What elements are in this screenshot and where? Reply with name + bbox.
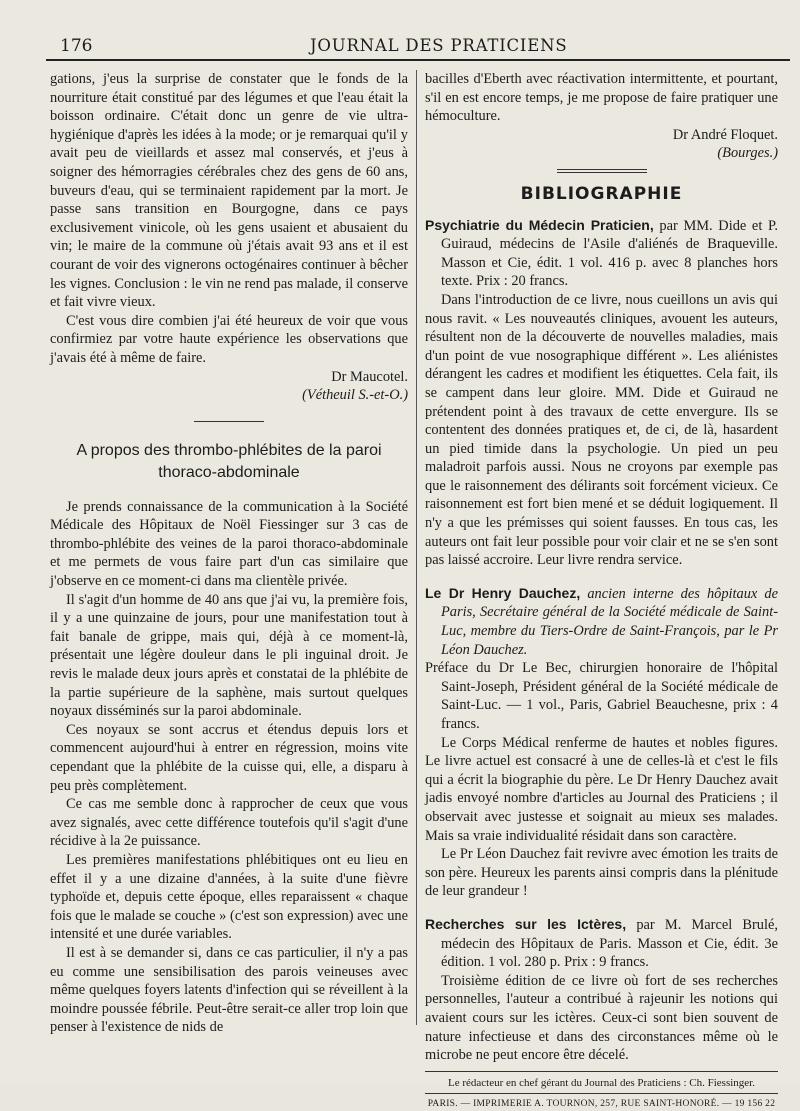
signature-place: (Bourges.) xyxy=(717,145,778,162)
letter-paragraph: C'est vous dire combien j'ai été heureux de voir que vous confirmiez par votre haute expérience les observations que j'avais été à même de faire. xyxy=(50,312,408,366)
article-paragraph: Il s'agit d'un homme de 40 ans que j'ai vu, la première fois, il y a une quinzaine de jours, pour une manifestation tout à fait banale de grippe, mais qui, déjà à ce moment-là, présentait une légère douleur dans le pli inguinal droit. Je revis le malade deux jours après et constatai de la phlébite de la partie supérieure de la saphène, mais surtout quelques noyaux disséminés sur la paroi abdominale. xyxy=(50,591,408,720)
right-column xyxy=(425,70,778,1111)
article-title-line: A propos des thrombo-phlébites de la paroi xyxy=(76,441,382,459)
bibliography-heading: BIBLIOGRAPHIE xyxy=(520,183,683,204)
bibliography-entry xyxy=(425,216,778,291)
article-paragraph: Ces noyaux se sont accrus et étendus depuis lors et commencent aujourd'hui à entrer en régression, moins vite cependant que la phlébite de la cuisse qui, elle, a disparu à peu près complètement. xyxy=(50,721,408,794)
entry-review: Dans l'introduction de ce livre, nous cueillons un avis qui nous ravit. « Les nouveautés cliniques, avouent les auteurs, résultent non de la découverte de nouvelles maladies, mais d'un point de vue nosographique différent ». Les aliénistes dérangent les cadres et modifient les étiquettes. Cela fait, ils se campent dans leur gloire. MM. Dide et Guiraud ne prétendent point à des travaux de cette envergure. Ils se contentent des données pratiques et, de ci, de là, hasardent un pied timide dans la psychologie. Un pied un peu maladroit parfois aussi. Nous ne croyons par exemple pas que le raisonnement des délirants soit forcément vicieux. Ce raisonnement est fort bien mené et se déduit logiquement. Il n'y a que les prémisses qui soient fausses. En tous cas, les auteurs ont fait leur possible pour voir clair et ne se s'en sont pas laissé accroire. Leur livre rendra service. xyxy=(425,291,778,569)
article-paragraph: Je prends connaissance de la communication à la Société Médicale des Hôpitaux de Noël Fiessinger sur 3 cas de thrombo-phlébite des veines de la paroi thoraco-abdominale et me permets de vous faire part d'un cas similaire que j'observe en ce moment-ci dans ma clientèle privée. xyxy=(50,498,408,590)
entry-title: Recherches sur les Ictères, xyxy=(425,915,627,932)
section-divider xyxy=(194,421,264,422)
article-title xyxy=(50,440,408,484)
printer-line: PARIS. — IMPRIMERIE A. TOURNON, 257, RUE SAINT-HONORÉ. — 19 156 22 xyxy=(427,1098,776,1109)
letter-paragraph: gations, j'eus la surprise de constater que le fonds de la nourriture était constitué par des légumes et que l'eau était la boisson ordinaire. C'était donc un genre de vie ultra-hygiénique d'après les idées à la mode; or je remarquai qu'il y avait peu de vieillards et assez mal conservés, et j'eus à soigner des hémorragies cérébrales chez des gens de 60 ans, buveurs d'eau, qui se terminaient rapidement par la mort. Je passe sans transition en Bourgogne, dans ce pays exclusivement vinicole, où les gens usaient et abusaient du vin; le maire de la commune où j'étais avait 93 ans et il est courant de voir des vignerons octogénaires continuer à bêcher les vignes. Conclusion : le vin ne rend pas malade, il conserve et fait vivre vieux. xyxy=(50,71,408,311)
article-paragraph: Ce cas me semble donc à rapprocher de ceux que vous avez signalés, avec cette différence toutefois qu'il s'agit d'une récidive à la 2e puissance. xyxy=(50,796,408,850)
signature-place: (Vétheuil S.-et-O.) xyxy=(302,387,408,404)
section-divider xyxy=(557,169,647,173)
journal-title: JOURNAL DES PRATICIENS xyxy=(310,36,568,55)
page-header xyxy=(60,36,780,58)
header-rule xyxy=(46,59,790,61)
entry-preface: Préface du Dr Le Bec, chirurgien honoraire de l'hôpital Saint-Joseph, Président général de la Société médicale de Saint-Luc. — 1 vol., Paris, Gabriel Beauchesne, prix : 4 francs. xyxy=(425,660,778,732)
article-title-line: thoraco-abdominale xyxy=(158,463,300,481)
column-divider xyxy=(416,70,417,1025)
entry-review: Troisième édition de ce livre où fort de ses recherches personnelles, l'auteur a contribué à rajeunir les notions qui avaient cours sur les ictères. Ceux-ci sont bien souvent de nature infectieuse et dans des circonstances même où le microbe ne peut encore être décelé. xyxy=(425,972,778,1064)
editor-note: Le rédacteur en chef gérant du Journal des Praticiens : Ch. Fiessinger. xyxy=(448,1076,755,1089)
entry-title: Le Dr Henry Dauchez, xyxy=(425,584,581,601)
entry-review: Le Corps Médical renferme de hautes et nobles figures. Le livre actuel est consacré à une de celles-là et c'est le fils qui a écrit la biographie du père. Le Dr Henry Dauchez avait jadis envoyé nombre d'articles au Journal des Praticiens ; il observait avec justesse et soignait au mieux ses malades. Mais sa vraie individualité résidait dans son caractère. xyxy=(425,734,778,844)
letter-paragraph: bacilles d'Eberth avec réactivation intermittente, et pourtant, s'il en est encore temps, je me propose de faire pratiquer une hémoculture. xyxy=(425,71,778,125)
left-column xyxy=(50,70,408,1037)
footer-rule xyxy=(425,1071,778,1072)
article-paragraph: Il est à se demander si, dans ce cas particulier, il n'y a pas eu comme une sensibilisation des parois veineuses avec même quelques foyers latents d'infection qui se réveillent à la moindre poussée fébrile. Peut-être serait-ce aller trop loin que penser à l'existence de nids de xyxy=(50,944,408,1036)
article-paragraph: Les premières manifestations phlébitiques ont eu lieu en effet il y a une dizaine d'années, à la suite d'une fièvre typhoïde et, depuis cette époque, elles reparaissent « chaque fois que le malade se couche » (c'est son expression) avec une intensité et une durée variables. xyxy=(50,851,408,943)
page-number: 176 xyxy=(60,36,93,56)
entry-reference: par M. Marcel Brulé, médecin des Hôpitaux de Paris. Masson et Cie, édit. 3e édition. 1 vol. 280 p. Prix : 9 francs. xyxy=(441,916,778,971)
entry-reference: par MM. Dide et P. Guiraud, médecins de l'Asile d'aliénés de Braqueville. Masson et Cie, édit. 1 vol. 416 p. avec 8 planches hors texte. Prix : 20 francs. xyxy=(441,217,778,290)
footer-rule xyxy=(425,1093,778,1094)
signature-name: Dr Maucotel. xyxy=(331,368,408,385)
signature-name: Dr André Floquet. xyxy=(672,126,778,143)
entry-title: Psychiatrie du Médecin Praticien, xyxy=(425,216,654,233)
entry-reference: ancien interne des hôpitaux de Paris, Secrétaire général de la Société médicale de Saint-Luc, membre du Tiers-Ordre de Saint-François, par le Pr Léon Dauchez. xyxy=(441,585,778,658)
entry-review: Le Pr Léon Dauchez fait revivre avec émotion les traits de son père. Heureux les parents ainsi compris dans la plénitude de leur grandeur ! xyxy=(425,846,778,900)
bibliography-entry xyxy=(425,915,778,972)
bibliography-entry xyxy=(425,584,778,659)
